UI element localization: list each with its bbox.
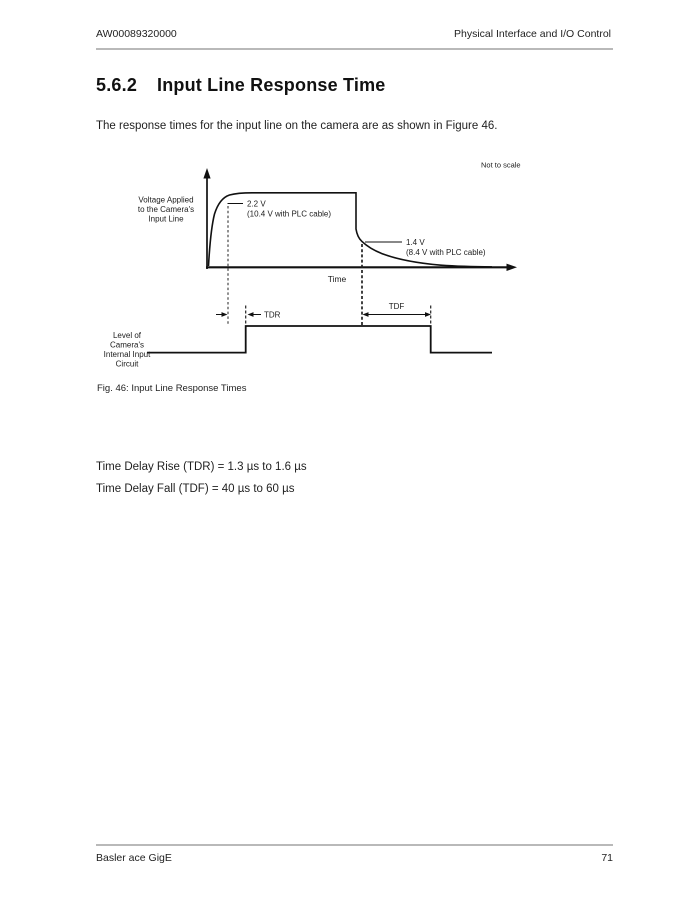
section-number: 5.6.2 — [96, 75, 138, 95]
page-header — [96, 28, 611, 40]
tdr-right-arrowhead-icon — [248, 312, 254, 317]
tdf-value-line: Time Delay Fall (TDF) = 40 µs to 60 µs — [96, 483, 295, 495]
intro-paragraph: The response times for the input line on the camera are as shown in Figure 46. — [96, 120, 498, 132]
figure-46-diagram — [96, 150, 556, 375]
fall-annotation-value: 1.4 V — [406, 238, 425, 247]
y-axis-label-line1: Voltage Applied — [138, 195, 194, 205]
footer-product-name: Basler ace GigE — [96, 852, 172, 864]
fall-annotation-plc: (8.4 V with PLC cable) — [406, 248, 486, 257]
page-footer — [96, 852, 613, 864]
header-section-title: Physical Interface and I/O Control — [454, 28, 611, 40]
y-axis-label-line2: to the Camera's — [137, 205, 195, 214]
figure-caption: Fig. 46: Input Line Response Times — [97, 383, 247, 394]
x-axis-label: Time — [327, 274, 347, 284]
x-axis-arrowhead-icon — [507, 264, 518, 271]
y-axis-arrowhead-icon — [203, 168, 210, 179]
y-axis-label-line3: Input Line — [148, 214, 184, 224]
tdf-left-arrowhead-icon — [363, 312, 369, 317]
tdr-value-line: Time Delay Rise (TDR) = 1.3 µs to 1.6 µs — [96, 461, 307, 473]
footer-divider — [96, 844, 613, 846]
rise-annotation-value: 2.2 V — [247, 199, 266, 209]
tdf-label: TDF — [388, 302, 405, 311]
footer-page-number: 71 — [601, 852, 613, 864]
section-title-text: Input Line Response Time — [157, 75, 386, 95]
internal-circuit-signal — [147, 326, 492, 353]
header-doc-id: AW00089320000 — [96, 28, 177, 40]
tdr-label: TDR — [264, 310, 281, 320]
section-heading — [96, 75, 386, 96]
signal-label-line4: Circuit — [115, 359, 139, 369]
header-divider — [96, 48, 613, 50]
tdr-left-arrowhead-icon — [222, 312, 228, 317]
signal-label-line2: Camera's — [110, 340, 144, 350]
signal-label-line3: Internal Input — [103, 350, 151, 359]
rise-annotation-plc: (10.4 V with PLC cable) — [247, 209, 332, 219]
not-to-scale-note: Not to scale — [481, 160, 521, 170]
signal-label-line1: Level of — [112, 331, 142, 340]
